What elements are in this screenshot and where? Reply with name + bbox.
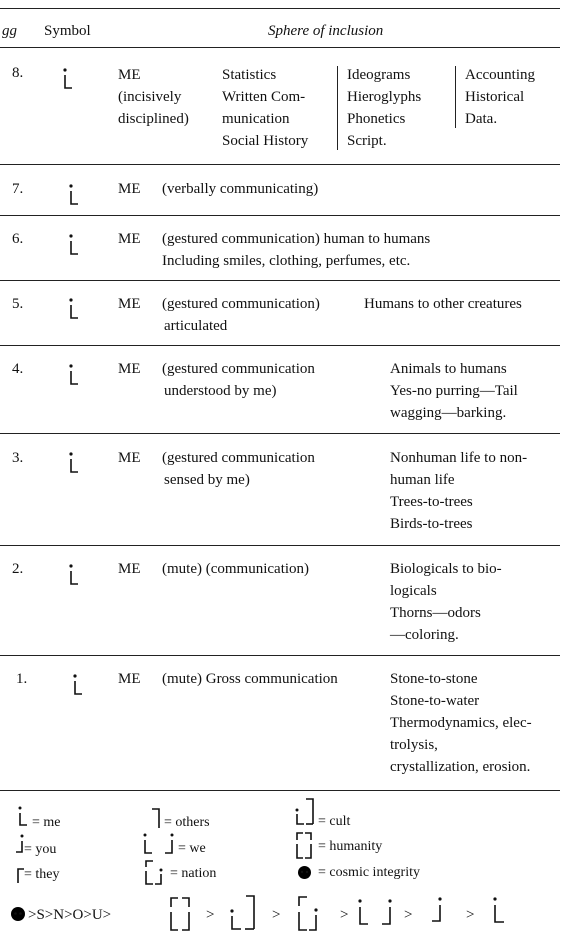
- you-icon: [430, 896, 444, 928]
- row-desc: Phonetics: [347, 111, 406, 127]
- header-rule: [0, 47, 560, 48]
- row-rule: [0, 215, 560, 216]
- row-desc: disciplined): [118, 111, 189, 127]
- row-desc: Written Com-: [222, 89, 306, 105]
- legend-nation: = nation: [170, 866, 217, 881]
- row-sphere: Trees-to-trees: [390, 494, 473, 510]
- row-desc: Accounting: [465, 67, 535, 83]
- row-subject: ME: [118, 181, 141, 197]
- row-subject: ME: [118, 561, 141, 577]
- header-sphere: Sphere of inclusion: [268, 23, 384, 39]
- nation-icon: [296, 894, 322, 936]
- row-desc: (gestured communication: [162, 361, 315, 377]
- row-sphere: Humans to other creatures: [364, 296, 522, 312]
- row-subject: ME: [118, 67, 141, 83]
- row-sphere: Birds-to-trees: [390, 516, 473, 532]
- row-desc: Historical: [465, 89, 525, 105]
- legend-they: = they: [24, 867, 60, 882]
- row-desc: Script.: [347, 133, 387, 149]
- row-number: 3.: [12, 450, 24, 466]
- row-sphere: Stone-to-stone: [390, 671, 478, 687]
- row-rule: [0, 433, 560, 434]
- row-sphere: Nonhuman life to non-: [390, 450, 528, 466]
- row-rule: [0, 280, 560, 281]
- legend-others: = others: [164, 815, 210, 830]
- humanity-icon: [168, 895, 192, 935]
- sequence-gt: >: [272, 907, 281, 923]
- me-icon: [62, 68, 74, 90]
- row-sphere: Stone-to-water: [390, 693, 480, 709]
- row-desc: (verbally communicating): [162, 181, 319, 197]
- nation-icon: [143, 858, 167, 888]
- row-desc: Social History: [222, 133, 309, 149]
- we-icon: [356, 898, 396, 930]
- row-sphere: Yes-no purring—Tail: [390, 383, 518, 399]
- row-number: 5.: [12, 296, 24, 312]
- legend-cult: = cult: [318, 814, 351, 829]
- sequence-gt: >: [404, 907, 413, 923]
- me-icon: [68, 234, 80, 256]
- row-sphere: human life: [390, 472, 455, 488]
- legend-cosmic: = cosmic integrity: [318, 865, 420, 880]
- column-divider: [337, 66, 338, 150]
- cult-icon: [294, 796, 318, 830]
- me-icon: [68, 564, 80, 586]
- row-sphere: Biologicals to bio-: [390, 561, 502, 577]
- row-desc: sensed by me): [164, 472, 250, 488]
- row-desc: Including smiles, clothing, perfumes, etc.: [162, 253, 411, 269]
- row-rule: [0, 164, 560, 165]
- we-icon: [142, 832, 178, 858]
- row-desc: munication: [222, 111, 290, 127]
- sequence-gt: >: [466, 907, 475, 923]
- row-desc: articulated: [164, 318, 228, 334]
- row-sphere: Animals to humans: [390, 361, 507, 377]
- row-sphere: Thermodynamics, elec-: [390, 715, 532, 731]
- sequence-gt: >: [340, 907, 349, 923]
- row-desc: (gestured communication): [162, 296, 320, 312]
- row-rule: [0, 790, 560, 791]
- row-rule: [0, 545, 560, 546]
- cosmic-integrity-icon: [10, 906, 28, 924]
- row-rule: [0, 655, 560, 656]
- header-gg: gg: [2, 23, 17, 39]
- cult-icon: [228, 893, 258, 937]
- me-icon: [492, 896, 506, 928]
- cosmic-integrity-icon: [297, 865, 313, 881]
- row-number: 1.: [16, 671, 28, 687]
- row-desc: understood by me): [164, 383, 277, 399]
- row-desc: Data.: [465, 111, 498, 127]
- row-subject: ME: [118, 671, 141, 687]
- row-number: 6.: [12, 231, 24, 247]
- legend-humanity: = humanity: [318, 839, 383, 854]
- row-number: 8.: [12, 65, 24, 81]
- me-icon: [18, 806, 30, 828]
- humanity-icon: [294, 830, 314, 862]
- legend-you: = you: [24, 842, 57, 857]
- row-sphere: crystallization, erosion.: [390, 759, 531, 775]
- me-icon: [68, 452, 80, 474]
- column-divider: [455, 66, 456, 128]
- row-subject: ME: [118, 231, 141, 247]
- row-sphere: —coloring.: [390, 627, 459, 643]
- row-desc: (gestured communication: [162, 450, 315, 466]
- row-subject: ME: [118, 450, 141, 466]
- row-number: 2.: [12, 561, 24, 577]
- row-desc: Statistics: [222, 67, 277, 83]
- row-desc: Hieroglyphs: [347, 89, 422, 105]
- row-sphere: trolysis,: [390, 737, 438, 753]
- row-desc: Ideograms: [347, 67, 411, 83]
- sequence-gt: >: [206, 907, 215, 923]
- row-subject: ME: [118, 361, 141, 377]
- row-desc: (gestured communication) human to humans: [162, 231, 431, 247]
- row-number: 7.: [12, 181, 24, 197]
- row-sphere: logicals: [390, 583, 437, 599]
- row-desc: (mute) (communication): [162, 561, 310, 577]
- row-subject: ME: [118, 296, 141, 312]
- row-sphere: Thorns—odors: [390, 605, 481, 621]
- legend-we: = we: [178, 841, 206, 856]
- legend-me: = me: [32, 815, 61, 830]
- me-icon: [68, 298, 80, 320]
- header-symbol: Symbol: [44, 23, 91, 39]
- row-desc: (incisively: [118, 89, 182, 105]
- others-icon: [150, 806, 162, 830]
- row-sphere: wagging—barking.: [390, 405, 507, 421]
- me-icon: [72, 674, 84, 696]
- sequence-text: >S>N>O>U>: [28, 907, 112, 923]
- top-rule: [0, 8, 560, 9]
- row-desc: (mute) Gross communication: [162, 671, 338, 687]
- me-icon: [68, 364, 80, 386]
- me-icon: [68, 184, 80, 206]
- row-number: 4.: [12, 361, 24, 377]
- row-rule: [0, 345, 560, 346]
